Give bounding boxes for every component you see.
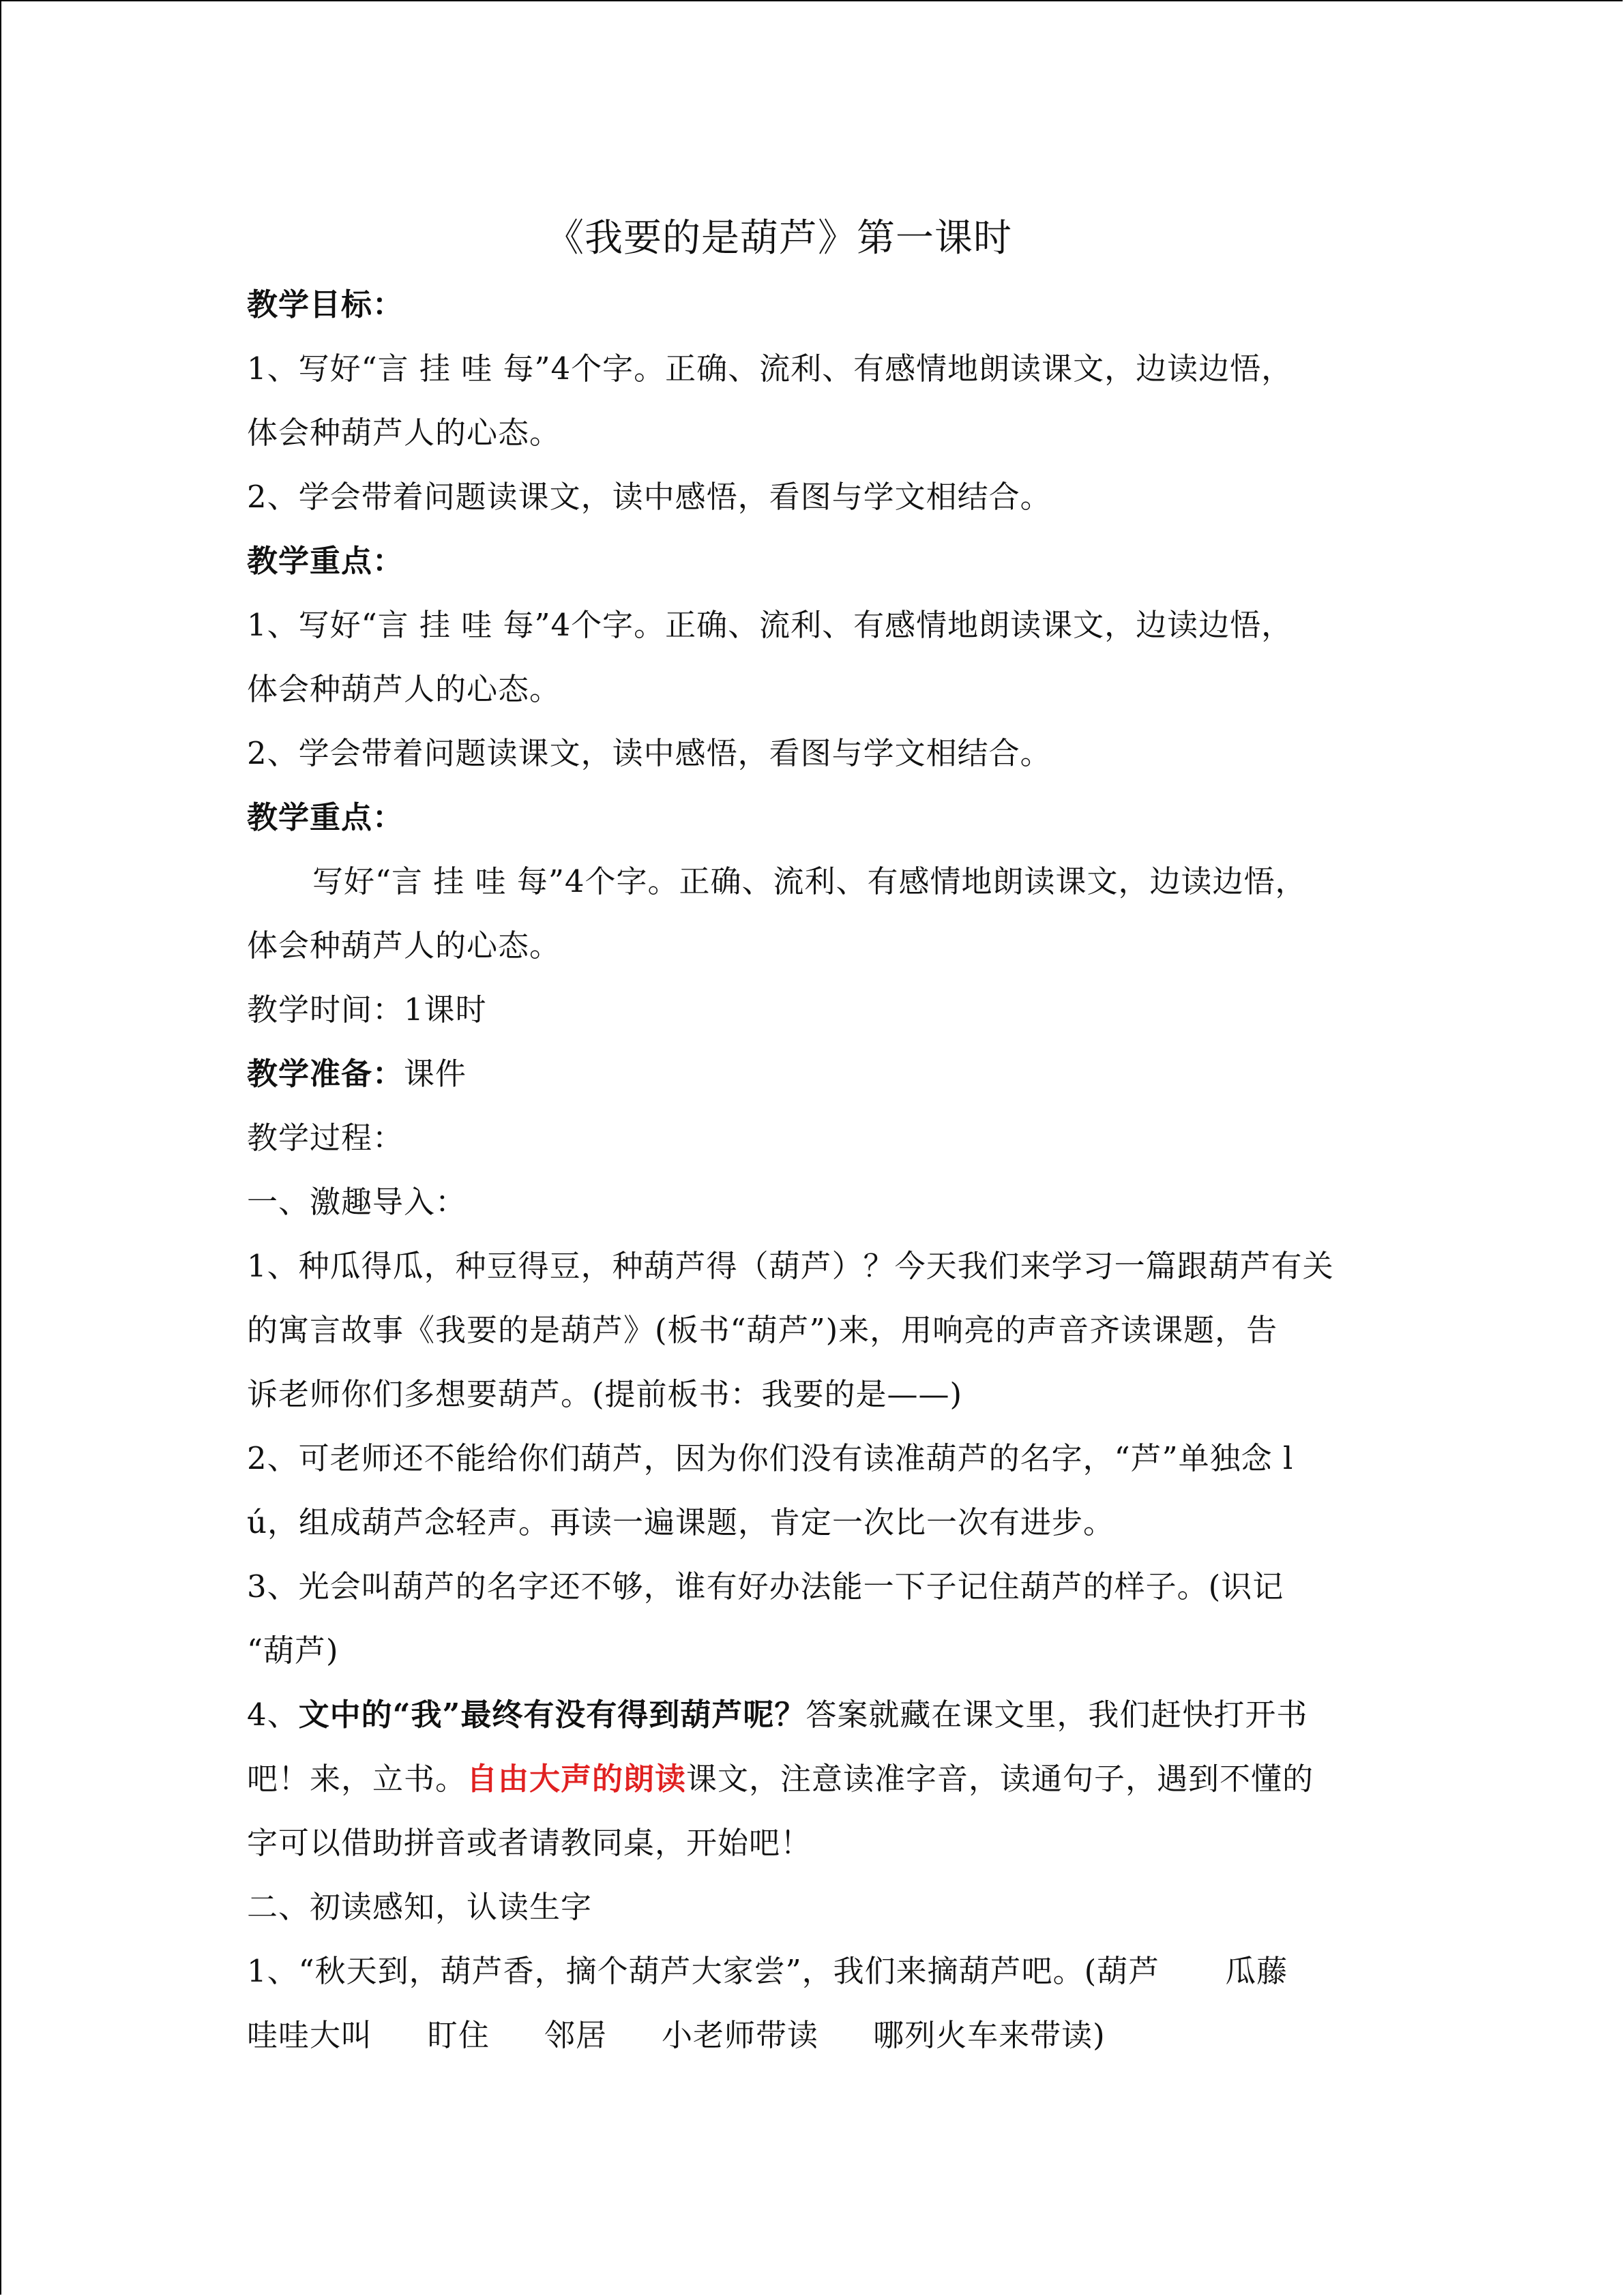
section-1-step-4-line-3: 字可以借助拼音或者请教同桌，开始吧！ (247, 1825, 812, 1861)
section-1-step-4-line-1 (247, 1683, 1379, 1747)
word-item: 哪列火车来带读) (873, 2017, 1106, 2053)
objectives-heading: 教学目标： (247, 286, 404, 323)
section-1-step-1-line-2: 的寓言故事《我要的是葫芦》(板书“葫芦”)来，用响亮的声音齐读课题，告 (247, 1312, 1278, 1348)
key-point-1-line-2: 体会种葫芦人的心态。 (247, 671, 561, 707)
objective-1-line-1: 1、写好“言 挂 哇 每”4个字。正确、流利、有感情地朗读课文，边读边悟， (247, 351, 1293, 387)
section-1-step-3-line-2: “葫芦) (247, 1632, 339, 1669)
step-4-highlight: 自由大声的朗读 (467, 1761, 687, 1797)
process-heading: 教学过程： (247, 1120, 404, 1156)
section-2-step-1-line-2 (247, 2003, 1379, 2068)
key-points-heading: 教学重点： (247, 543, 404, 579)
section-2-step-1-text: 1、“秋天到，葫芦香，摘个葫芦大家尝”，我们来摘葫芦吧。(葫芦 (247, 1953, 1160, 1989)
step-4-question: 文中的“我”最终有没有得到葫芦呢？ (298, 1697, 806, 1733)
section-1-step-3-line-1: 3、光会叫葫芦的名字还不够，谁有好办法能一下子记住葫芦的样子。(识记 (247, 1568, 1284, 1605)
section-1-step-1-line-1: 1、种瓜得瓜，种豆得豆，种葫芦得（葫芦）？今天我们来学习一篇跟葫芦有关 (247, 1248, 1334, 1284)
objective-1-line-2: 体会种葫芦人的心态。 (247, 415, 561, 451)
section-1-heading: 一、激趣导入： (247, 1184, 467, 1220)
key-point-1-line-1: 1、写好“言 挂 哇 每”4个字。正确、流利、有感情地朗读课文，边读边悟， (247, 607, 1293, 643)
key-point-2: 2、学会带着问题读课文，读中感悟，看图与学文相结合。 (247, 735, 1052, 771)
step-4-text-b: 课文，注意读准字音，读通句子，遇到不懂的 (686, 1761, 1314, 1797)
document-title: 《我要的是葫芦》第一课时 (546, 216, 1012, 260)
key-point-2-1-line-1: 写好“言 挂 哇 每”4个字。正确、流利、有感情地朗读课文，边读边悟， (312, 863, 1307, 899)
key-points-heading-2: 教学重点： (247, 799, 404, 835)
key-point-2-1-line-2: 体会种葫芦人的心态。 (247, 927, 561, 964)
step-4-text-a: 吧！来，立书。 (247, 1761, 467, 1797)
section-1-step-2-line-2: ú，组成葫芦念轻声。再读一遍课题，肯定一次比一次有进步。 (247, 1504, 1114, 1540)
section-2-heading: 二、初读感知，认读生字 (247, 1889, 593, 1925)
section-1-step-2-line-1: 2、可老师还不能给你们葫芦，因为你们没有读准葫芦的名字，“芦”单独念 l (247, 1440, 1294, 1476)
section-1-step-1-line-3: 诉老师你们多想要葫芦。(提前板书：我要的是——) (247, 1376, 963, 1412)
step-4-number: 4、 (247, 1697, 299, 1733)
teaching-prep (247, 1042, 1379, 1106)
step-4-text: 答案就藏在课文里，我们赶快打开书 (806, 1697, 1308, 1733)
section-2-step-1-line-1 (247, 1939, 1379, 2003)
document-body (247, 205, 1379, 2068)
prep-value: 课件 (404, 1056, 467, 1092)
word-item: 哇哇大叫 (247, 2017, 373, 2053)
section-2-word-guateng: 瓜藤 (1225, 1953, 1288, 1989)
word-item: 邻居 (544, 2017, 608, 2053)
word-item: 小老师带读 (662, 2017, 819, 2053)
word-item: 盯住 (427, 2017, 490, 2053)
section-1-step-4-line-2 (247, 1747, 1379, 1811)
teaching-time: 教学时间：1课时 (247, 992, 487, 1028)
objective-2: 2、学会带着问题读课文，读中感悟，看图与学文相结合。 (247, 479, 1052, 515)
prep-label: 教学准备： (247, 1056, 404, 1092)
